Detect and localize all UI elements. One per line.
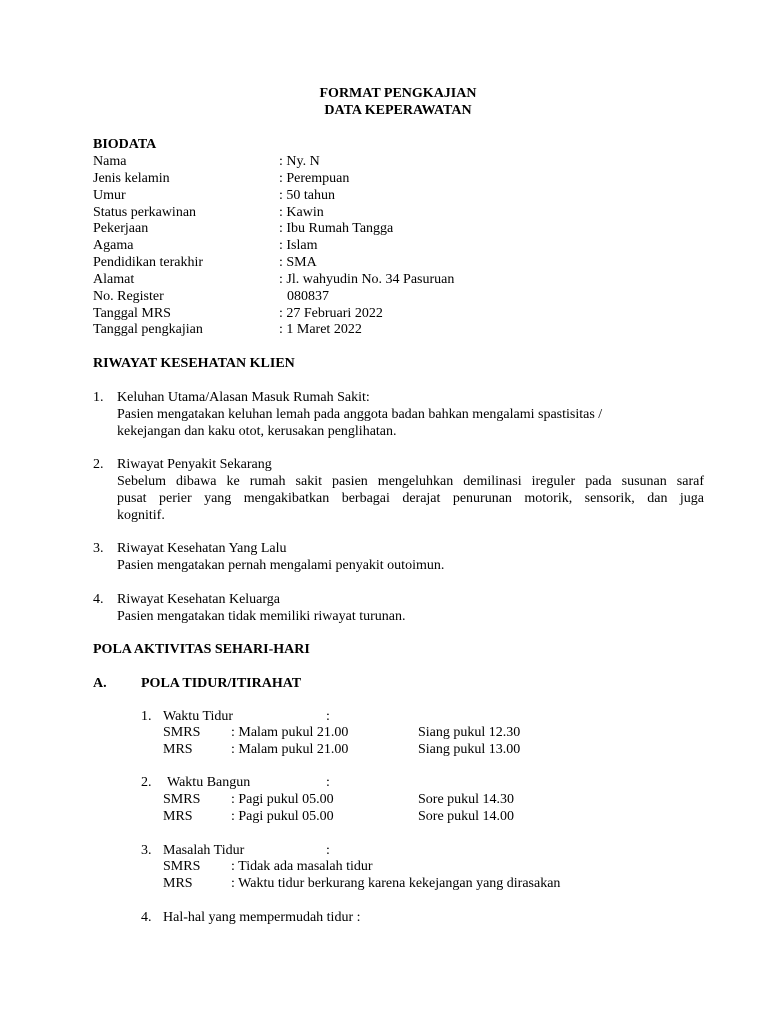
doc-title-line2: DATA KEPERAWATAN: [324, 103, 472, 118]
riwayat-item-title: Keluhan Utama/Alasan Masuk Rumah Sakit:: [117, 390, 370, 405]
pola-item-colon: :: [326, 709, 330, 724]
pola-heading: POLA AKTIVITAS SEHARI-HARI: [93, 642, 310, 657]
biodata-label: No. Register: [93, 289, 164, 304]
biodata-label: Jenis kelamin: [93, 171, 170, 186]
biodata-label: Nama: [93, 154, 127, 169]
pola-row-extra: Sore pukul 14.00: [418, 809, 515, 824]
biodata-value: : 27 Februari 2022: [279, 306, 383, 321]
list-number: 1.: [93, 390, 104, 405]
pola-row-label: MRS: [163, 742, 193, 757]
riwayat-item-text: kekejangan dan kaku otot, kerusakan penglihatan.: [117, 424, 397, 439]
pola-row-label: SMRS: [163, 725, 201, 740]
pola-row-extra: Siang pukul 13.00: [418, 742, 521, 757]
biodata-value: : Perempuan: [279, 171, 350, 186]
biodata-heading: BIODATA: [93, 137, 157, 152]
biodata-label: Pekerjaan: [93, 221, 149, 236]
pola-row-label: SMRS: [163, 859, 201, 874]
pola-item-title: Masalah Tidur: [163, 843, 245, 858]
riwayat-item-title: Riwayat Kesehatan Yang Lalu: [117, 541, 287, 556]
riwayat-item-text: Pasien mengatakan tidak memiliki riwayat turunan.: [117, 609, 406, 624]
biodata-value: : Ibu Rumah Tangga: [279, 221, 394, 236]
list-number: 1.: [141, 709, 152, 724]
pola-item-title: Hal-hal yang mempermudah tidur :: [163, 910, 361, 925]
list-number: 3.: [141, 843, 152, 858]
biodata-value: : Jl. wahyudin No. 34 Pasuruan: [279, 272, 455, 287]
pola-item-title: Waktu Bangun: [167, 775, 251, 790]
pola-row-value: : Malam pukul 21.00: [231, 742, 349, 757]
biodata-value: : Islam: [279, 238, 318, 253]
pola-row-extra: Sore pukul 14.30: [418, 792, 515, 807]
section-title: POLA TIDUR/ITIRAHAT: [141, 676, 302, 691]
biodata-label: Pendidikan terakhir: [93, 255, 204, 270]
biodata-label: Tanggal pengkajian: [93, 322, 203, 337]
list-number: 2.: [93, 457, 104, 472]
pola-item-colon: :: [326, 775, 330, 790]
pola-row-value: : Tidak ada masalah tidur: [231, 859, 373, 874]
biodata-label: Umur: [93, 188, 126, 203]
pola-row-label: MRS: [163, 876, 193, 891]
section-letter: A.: [93, 676, 107, 691]
list-number: 4.: [141, 910, 152, 925]
pola-row-label: MRS: [163, 809, 193, 824]
riwayat-item-text: Pasien mengatakan keluhan lemah pada anggota badan bahkan mengalami spastisitas /: [117, 407, 603, 422]
riwayat-item-text: Pasien mengatakan pernah mengalami penyakit outoimun.: [117, 558, 445, 573]
biodata-label: Tanggal MRS: [93, 306, 171, 321]
riwayat-item-text: kognitif.: [117, 508, 165, 523]
pola-item-colon: :: [326, 843, 330, 858]
biodata-value: : Kawin: [279, 205, 324, 220]
pola-row-value: : Pagi pukul 05.00: [231, 809, 334, 824]
pola-row-value: : Malam pukul 21.00: [231, 725, 349, 740]
biodata-label: Alamat: [93, 272, 135, 287]
list-number: 4.: [93, 592, 104, 607]
biodata-label: Status perkawinan: [93, 205, 197, 220]
biodata-label: Agama: [93, 238, 134, 253]
biodata-value: : SMA: [279, 255, 317, 270]
biodata-value: : Ny. N: [279, 154, 320, 169]
riwayat-heading: RIWAYAT KESEHATAN KLIEN: [93, 356, 295, 371]
doc-title-line1: FORMAT PENGKAJIAN: [319, 86, 477, 101]
list-number: 2.: [141, 775, 152, 790]
biodata-value: : 50 tahun: [279, 188, 335, 203]
biodata-value: : 1 Maret 2022: [279, 322, 362, 337]
pola-row-extra: Siang pukul 12.30: [418, 725, 521, 740]
riwayat-item-text: pusat perier yang mengakibatkan berbagai derajat penurunan motorik, sensorik, dan juga: [117, 491, 704, 506]
pola-row-value: : Waktu tidur berkurang karena kekejangan yang dirasakan: [231, 876, 561, 891]
riwayat-item-title: Riwayat Kesehatan Keluarga: [117, 592, 281, 607]
riwayat-item-text: Sebelum dibawa ke rumah sakit pasien mengeluhkan demilinasi ireguler pada susunan saraf: [117, 474, 704, 489]
pola-row-value: : Pagi pukul 05.00: [231, 792, 334, 807]
pola-row-label: SMRS: [163, 792, 201, 807]
pola-item-title: Waktu Tidur: [163, 709, 234, 724]
biodata-value: 080837: [287, 289, 329, 304]
riwayat-item-title: Riwayat Penyakit Sekarang: [117, 457, 272, 472]
list-number: 3.: [93, 541, 104, 556]
